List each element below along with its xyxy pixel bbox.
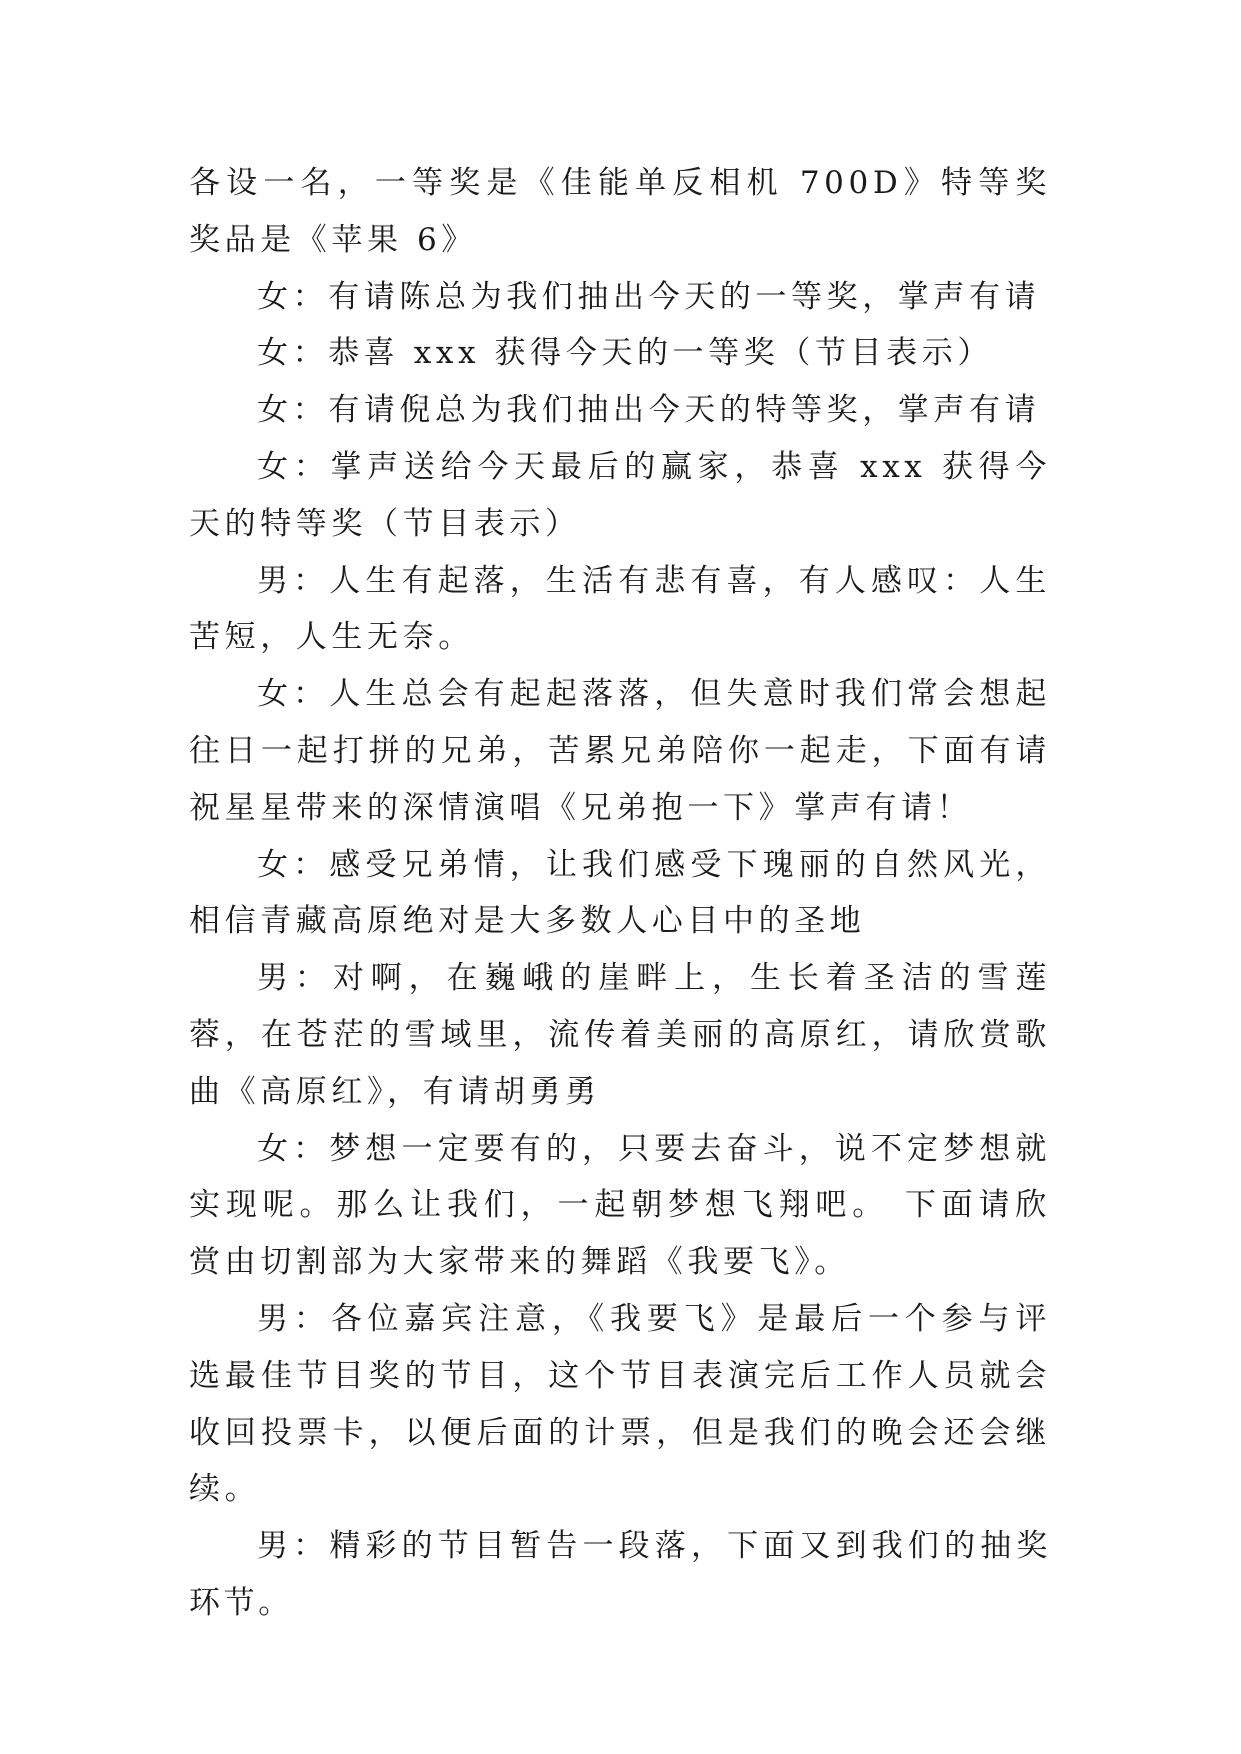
paragraph-tibet-plateau: 女：感受兄弟情，让我们感受下瑰丽的自然风光，相信青藏高原绝对是大多数人心目中的圣地 <box>189 846 1051 940</box>
paragraph-lottery-again: 男：精彩的节目暂告一段落，下面又到我们的抽奖环节。 <box>189 1528 1051 1621</box>
paragraph-brothers-song: 女：人生总会有起起落落，但失意时我们常会想起往日一起打拼的兄弟，苦累兄弟陪你一起走，下面有请祝星星带来的深情演唱《兄弟抱一下》掌声有请！ <box>189 676 1051 826</box>
paragraph-last-program-notice: 男：各位嘉宾注意，《我要飞》是最后一个参与评选最佳节目奖的节目，这个节目表演完后工作人员就会收回投票卡，以便后面的计票，但是我们的晚会还会继续。 <box>189 1300 1051 1508</box>
paragraph-dream-dance: 女：梦想一定要有的，只要去奋斗，说不定梦想就实现呢。那么让我们，一起朝梦想飞翔吧。 下面请欣赏由切割部为大家带来的舞蹈《我要飞》。 <box>189 1130 1051 1281</box>
paragraph-plateau-red-song: 男：对啊，在巍峨的崖畔上，生长着圣洁的雪莲蓉，在苍茫的雪域里，流传着美丽的高原红，请欣赏歌曲《高原红》，有请胡勇勇 <box>189 960 1051 1110</box>
document-body <box>189 155 1051 1632</box>
paragraph-prize-intro: 各设一名，一等奖是《佳能单反相机 700D》特等奖奖品是《苹果 6》 <box>189 165 1051 258</box>
paragraph-special-prize-winner: 女：掌声送给今天最后的赢家，恭喜 xxx 获得今天的特等奖（节目表示） <box>189 448 1051 542</box>
paragraph-first-prize-winner: 女：恭喜 xxx 获得今天的一等奖（节目表示） <box>257 335 993 372</box>
paragraph-special-prize-draw: 女：有请倪总为我们抽出今天的特等奖，掌声有请 <box>257 392 1041 429</box>
paragraph-first-prize-draw: 女：有请陈总为我们抽出今天的一等奖，掌声有请 <box>257 278 1041 315</box>
paragraph-life-ups-downs: 男：人生有起落，生活有悲有喜，有人感叹：人生苦短，人生无奈。 <box>189 562 1051 656</box>
